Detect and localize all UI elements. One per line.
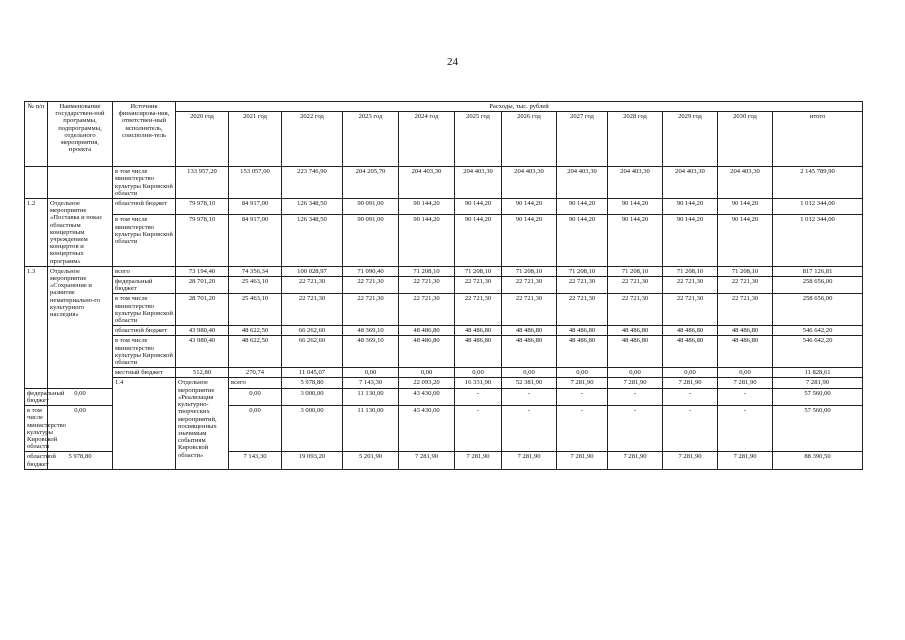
row-value: 0,00 [502, 368, 557, 378]
row-value: 71 208,10 [502, 266, 557, 276]
row-value: 258 656,00 [773, 277, 863, 294]
header-year: 2029 год [663, 112, 718, 167]
header-row [25, 102, 863, 112]
row-number: 1.3 [25, 266, 48, 388]
row-value: - [663, 406, 718, 452]
row-value: 0,00 [557, 368, 608, 378]
header-year: итого [773, 112, 863, 167]
header-year: 2025 год [455, 112, 502, 167]
row-value: 22 721,30 [455, 277, 502, 294]
row-value: 90 144,20 [663, 215, 718, 266]
row-value: 3 000,00 [282, 388, 343, 405]
row-value: 57 560,00 [773, 406, 863, 452]
row-value: 22 721,30 [399, 294, 455, 326]
row-value: 7 281,90 [773, 378, 863, 388]
row-value: 133 957,20 [176, 167, 229, 199]
row-value: 48 486,80 [608, 326, 663, 336]
row-value: 7 281,90 [718, 452, 773, 469]
row-value: 0,00 [608, 368, 663, 378]
row-value: 71 208,10 [399, 266, 455, 276]
row-value: 22 721,30 [718, 294, 773, 326]
row-value: 48 486,80 [502, 336, 557, 368]
row-value: 88 390,50 [773, 452, 863, 469]
header-year: 2030 год [718, 112, 773, 167]
row-value: 48 486,80 [557, 336, 608, 368]
row-name: Отдельное мероприятие «Реализация культурно-творческих мероприятий, посвященных значимым событиям Кировской области» [176, 378, 229, 469]
row-value: 22 721,30 [502, 294, 557, 326]
row-value: 48 486,80 [455, 326, 502, 336]
row-value: 22 721,30 [608, 277, 663, 294]
row-value: 48 486,80 [718, 326, 773, 336]
header-expenses: Расходы, тыс. рублей [176, 102, 863, 112]
row-value: 73 194,40 [176, 266, 229, 276]
row-source: в том числе министерство культуры Кировской области [25, 406, 48, 452]
row-value: 90 144,20 [663, 199, 718, 215]
row-value: 22 721,30 [663, 277, 718, 294]
row-value: 11 130,00 [343, 406, 399, 452]
row-value: 22 721,30 [557, 277, 608, 294]
row-value: 71 208,10 [455, 266, 502, 276]
row-value: 84 917,00 [229, 199, 282, 215]
row-value: 48 486,80 [455, 336, 502, 368]
row-value: 0,00 [343, 368, 399, 378]
row-value: 48 486,80 [608, 336, 663, 368]
row-value: 817 126,81 [773, 266, 863, 276]
row-value: 22 721,30 [282, 294, 343, 326]
row-value: 52 381,90 [502, 378, 557, 388]
row-value: 546 642,20 [773, 336, 863, 368]
row-value: 7 281,90 [663, 378, 718, 388]
row-value: 71 208,10 [663, 266, 718, 276]
row-value: 90 144,20 [557, 215, 608, 266]
row-value: 48 486,80 [718, 336, 773, 368]
row-value: 0,00 [399, 368, 455, 378]
row-source: в том числе министерство культуры Кировской области [113, 336, 176, 368]
table-row [25, 215, 863, 266]
row-value: - [557, 388, 608, 405]
page-number: 24 [447, 56, 458, 68]
row-value: 79 978,10 [176, 199, 229, 215]
row-value: 74 356,34 [229, 266, 282, 276]
row-value: - [608, 406, 663, 452]
row-value: 7 281,90 [608, 378, 663, 388]
header-year: 2021 год [229, 112, 282, 167]
row-value: 16 331,90 [455, 378, 502, 388]
row-value: 204 403,30 [399, 167, 455, 199]
row-value: 22 721,30 [455, 294, 502, 326]
row-value: 204 403,30 [455, 167, 502, 199]
table-row [25, 326, 863, 336]
row-source: федеральный бюджет [25, 388, 48, 405]
row-value: - [502, 406, 557, 452]
row-number [25, 167, 48, 199]
row-value: 0,00 [663, 368, 718, 378]
row-source: в том числе министерство культуры Кировской области [113, 167, 176, 199]
row-value: 28 701,20 [176, 277, 229, 294]
header-year: 2020 год [176, 112, 229, 167]
row-value: 100 028,97 [282, 266, 343, 276]
row-value: - [455, 406, 502, 452]
row-source: федеральный бюджет [113, 277, 176, 294]
row-value: 11 130,00 [343, 388, 399, 405]
header-year: 2028 год [608, 112, 663, 167]
row-name: Отдельное мероприятие «Поставка и показ областным концертным учреждением концертов и концертных программ» [48, 199, 113, 267]
row-value: 5 978,80 [48, 452, 113, 469]
row-value: 7 281,90 [663, 452, 718, 469]
row-value: 48 369,10 [343, 326, 399, 336]
row-value: 126 348,50 [282, 199, 343, 215]
row-source: всего [113, 266, 176, 276]
row-value: 43 430,00 [399, 406, 455, 452]
row-value: 270,74 [229, 368, 282, 378]
row-value: 71 090,40 [343, 266, 399, 276]
row-value: 258 656,00 [773, 294, 863, 326]
row-value: 0,00 [48, 388, 113, 405]
row-value: 0,00 [718, 368, 773, 378]
row-value: 0,00 [455, 368, 502, 378]
row-value: - [718, 388, 773, 405]
row-value: 84 917,00 [229, 215, 282, 266]
row-value: 28 701,20 [176, 294, 229, 326]
row-value: 25 463,10 [229, 294, 282, 326]
row-value: 90 144,20 [608, 215, 663, 266]
row-source: в том числе министерство культуры Кировской области [113, 215, 176, 266]
row-value: 22 721,30 [718, 277, 773, 294]
row-value: 1 012 344,00 [773, 215, 863, 266]
table-header [25, 102, 863, 167]
row-value: 48 369,10 [343, 336, 399, 368]
row-source: местный бюджет [113, 368, 176, 378]
row-value: 90 091,00 [343, 199, 399, 215]
row-value: 48 486,80 [399, 326, 455, 336]
row-value: 48 486,80 [663, 336, 718, 368]
row-value: 66 262,60 [282, 326, 343, 336]
row-value: 204 403,30 [608, 167, 663, 199]
row-value: 90 144,20 [455, 215, 502, 266]
row-value: 22 721,30 [399, 277, 455, 294]
budget-table [24, 101, 863, 470]
row-value: 66 262,60 [282, 336, 343, 368]
row-value: 7 143,30 [343, 378, 399, 388]
row-value: 48 622,50 [229, 336, 282, 368]
row-value: 22 721,30 [502, 277, 557, 294]
row-value: - [608, 388, 663, 405]
row-value: - [455, 388, 502, 405]
table-row [25, 199, 863, 215]
row-value: 126 348,50 [282, 215, 343, 266]
row-value: 512,80 [176, 368, 229, 378]
header-year: 2022 год [282, 112, 343, 167]
row-value: 90 091,00 [343, 215, 399, 266]
header-year: 2023 год [343, 112, 399, 167]
row-value: 0,00 [229, 406, 282, 452]
row-source: областной бюджет [113, 199, 176, 215]
row-value: 48 486,80 [502, 326, 557, 336]
row-value: 90 144,20 [455, 199, 502, 215]
table-row [25, 378, 863, 388]
row-value: 22 721,30 [557, 294, 608, 326]
row-source: областной бюджет [113, 326, 176, 336]
header-number: № п/п [25, 102, 48, 167]
row-value: 3 000,00 [282, 406, 343, 452]
row-value: 19 093,20 [282, 452, 343, 469]
row-value: 204 205,70 [343, 167, 399, 199]
row-value: 204 403,30 [557, 167, 608, 199]
row-value: 43 980,40 [176, 336, 229, 368]
table-row [25, 266, 863, 276]
row-value: 48 486,80 [399, 336, 455, 368]
row-value: 79 978,10 [176, 215, 229, 266]
row-value: 5 201,90 [343, 452, 399, 469]
row-value: 22 721,30 [343, 294, 399, 326]
row-value: 5 978,80 [282, 378, 343, 388]
row-value: 7 281,90 [399, 452, 455, 469]
row-value: 22 093,20 [399, 378, 455, 388]
table-row [25, 277, 863, 294]
table-row [25, 167, 863, 199]
row-value: 22 721,30 [663, 294, 718, 326]
row-value: 48 486,80 [663, 326, 718, 336]
row-value: 90 144,20 [399, 199, 455, 215]
row-value: - [663, 388, 718, 405]
header-year: 2024 год [399, 112, 455, 167]
row-value: 7 281,90 [718, 378, 773, 388]
row-source: в том числе министерство культуры Кировской области [113, 294, 176, 326]
header-source: Источник финансирова-ния, ответствен-ный исполнитель, соисполни-тель [113, 102, 176, 167]
header-year: 2027 год [557, 112, 608, 167]
row-value: 90 144,20 [608, 199, 663, 215]
row-source: всего [229, 378, 282, 388]
row-value: - [718, 406, 773, 452]
row-value: 90 144,20 [718, 215, 773, 266]
row-value: - [502, 388, 557, 405]
row-value: 11 045,07 [282, 368, 343, 378]
row-value: 7 281,90 [502, 452, 557, 469]
row-value: 90 144,20 [502, 215, 557, 266]
row-value: - [557, 406, 608, 452]
table-row [25, 368, 863, 378]
row-source: областной бюджет [25, 452, 48, 469]
row-value: 57 560,00 [773, 388, 863, 405]
row-value: 0,00 [48, 406, 113, 452]
row-value: 90 144,20 [557, 199, 608, 215]
header-name: Наименование государствен-ной программы, подпрограммы, отдельного мероприятия, проекта [48, 102, 113, 167]
row-value: 71 208,10 [557, 266, 608, 276]
header-year: 2026 год [502, 112, 557, 167]
row-value: 22 721,30 [608, 294, 663, 326]
row-value: 2 145 789,90 [773, 167, 863, 199]
row-value: 43 430,00 [399, 388, 455, 405]
row-value: 546 642,20 [773, 326, 863, 336]
row-number: 1.2 [25, 199, 48, 267]
row-value: 7 281,90 [608, 452, 663, 469]
row-value: 22 721,30 [343, 277, 399, 294]
row-value: 204 403,30 [502, 167, 557, 199]
row-value: 153 057,00 [229, 167, 282, 199]
table-row [25, 294, 863, 326]
row-value: 22 721,30 [282, 277, 343, 294]
row-value: 204 403,30 [718, 167, 773, 199]
row-value: 7 281,90 [557, 378, 608, 388]
row-value: 43 980,40 [176, 326, 229, 336]
row-value: 90 144,20 [718, 199, 773, 215]
row-value: 71 208,10 [608, 266, 663, 276]
row-value: 0,00 [229, 388, 282, 405]
row-value: 48 622,50 [229, 326, 282, 336]
row-value: 71 208,10 [718, 266, 773, 276]
row-number: 1.4 [113, 378, 176, 469]
row-value: 11 828,61 [773, 368, 863, 378]
row-value: 7 281,90 [455, 452, 502, 469]
row-value: 7 143,30 [229, 452, 282, 469]
row-value: 90 144,20 [502, 199, 557, 215]
row-value: 90 144,20 [399, 215, 455, 266]
row-value: 25 463,10 [229, 277, 282, 294]
table-row [25, 336, 863, 368]
row-value: 48 486,80 [557, 326, 608, 336]
row-value: 204 403,30 [663, 167, 718, 199]
row-value: 1 012 344,00 [773, 199, 863, 215]
table-body [25, 167, 863, 470]
row-name: Отдельное мероприятие «Сохранение и развитие нематериально-го культурного наследия» [48, 266, 113, 388]
row-name [48, 167, 113, 199]
row-value: 223 746,90 [282, 167, 343, 199]
row-value: 7 281,90 [557, 452, 608, 469]
